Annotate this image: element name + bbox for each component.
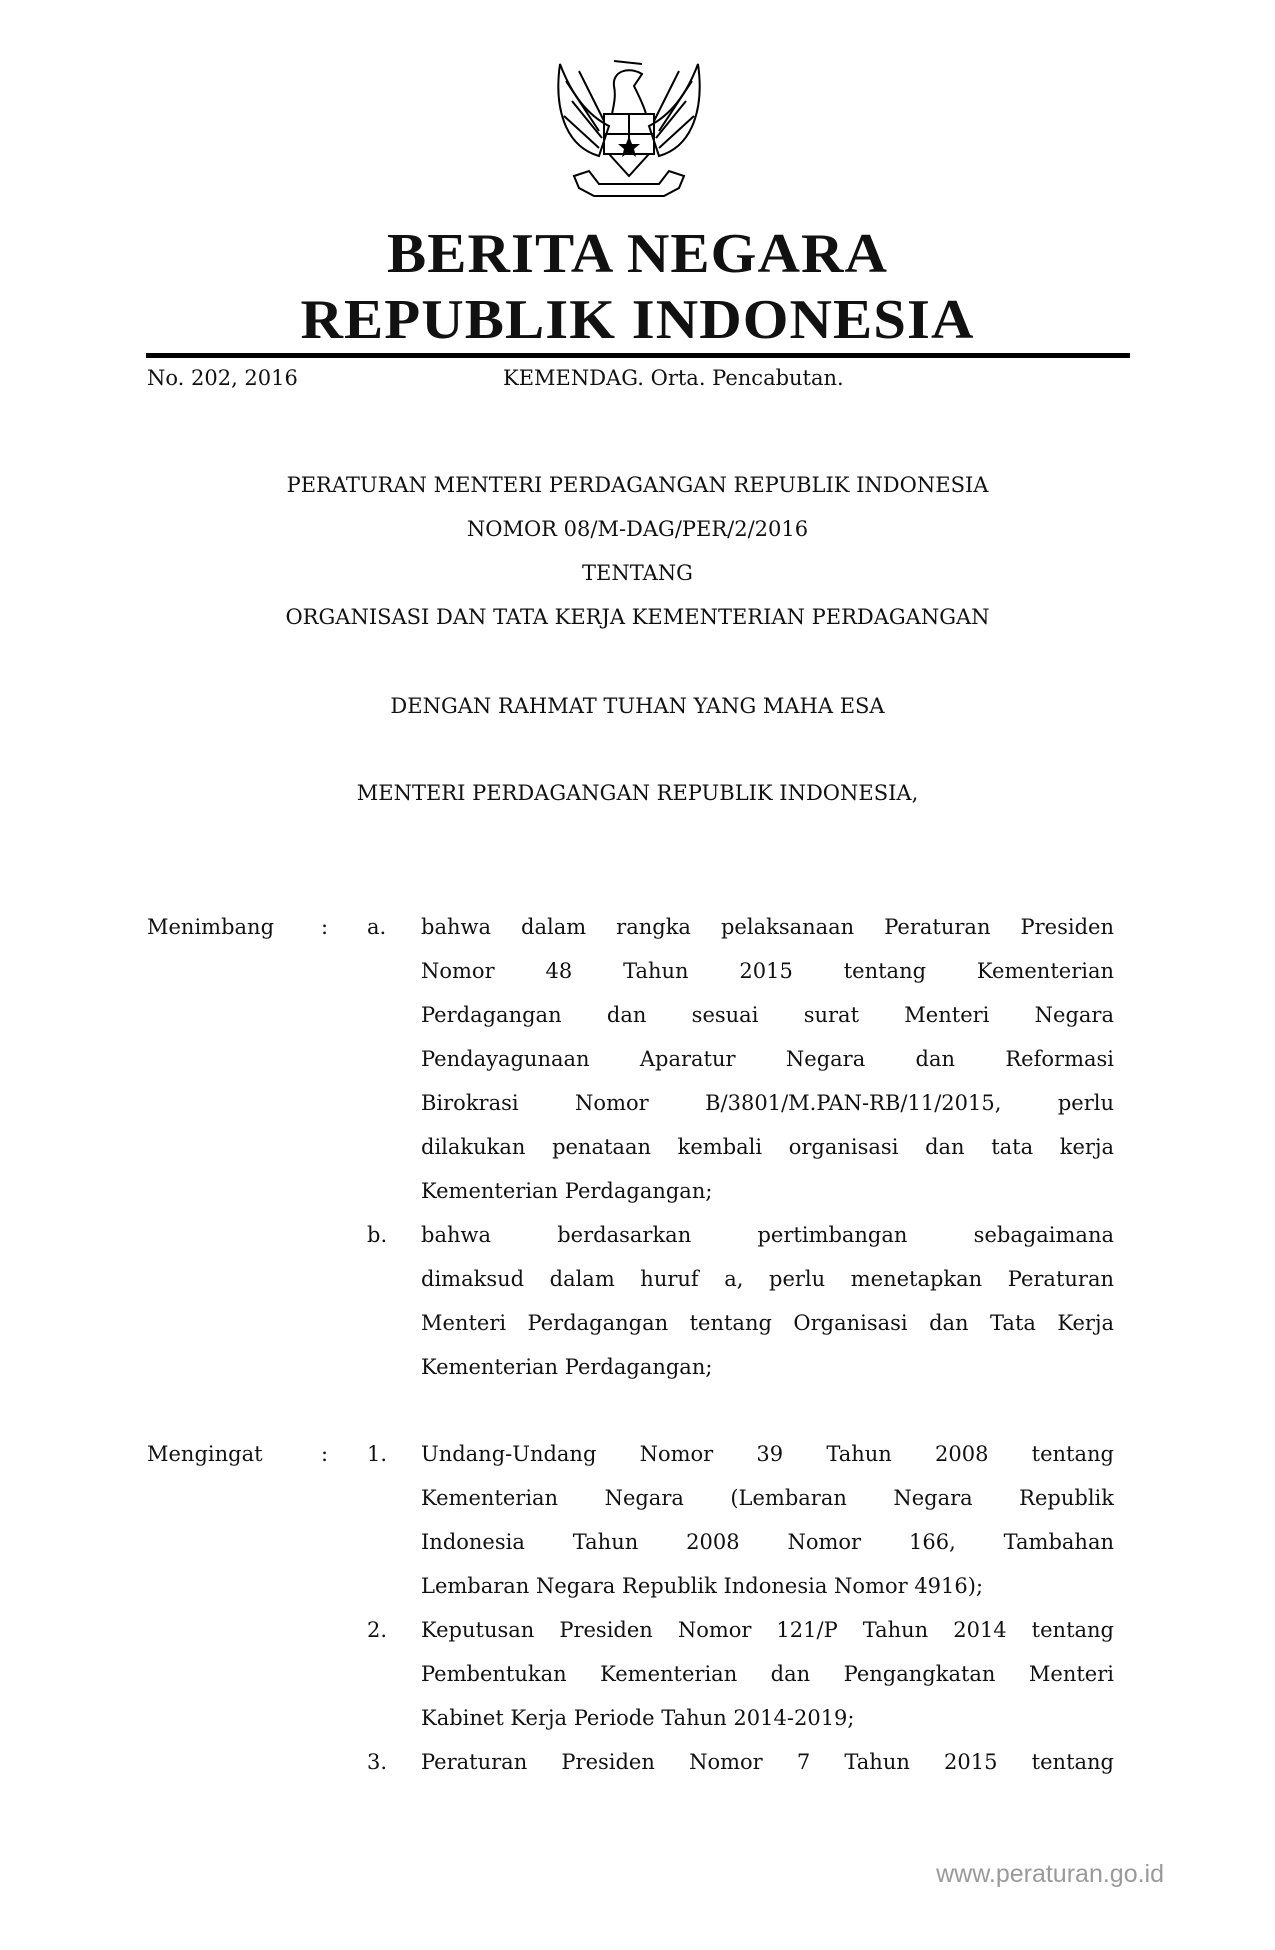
item-text-line: Peraturan Presiden Nomor 7 Tahun 2015 tentang bbox=[421, 1750, 1114, 1774]
item-text-line: Kementerian Perdagangan; bbox=[421, 1355, 713, 1379]
menimbang-colon: : bbox=[321, 915, 329, 939]
item-text-line: Pembentukan Kementerian dan Pengangkatan Menteri bbox=[421, 1662, 1114, 1686]
item-text-line: Undang-Undang Nomor 39 Tahun 2008 tentang bbox=[421, 1442, 1114, 1466]
item-text-line: Perdagangan dan sesuai surat Menteri Negara bbox=[421, 1003, 1114, 1027]
heading-rahmat: DENGAN RAHMAT TUHAN YANG MAHA ESA bbox=[390, 694, 885, 718]
item-text-line: bahwa dalam rangka pelaksanaan Peraturan Presiden bbox=[421, 915, 1114, 939]
mengingat-label: Mengingat bbox=[147, 1442, 263, 1466]
gazette-subject: KEMENDAG. Orta. Pencabutan. bbox=[503, 366, 844, 390]
heading-regulation: PERATURAN MENTERI PERDAGANGAN REPUBLIK INDONESIA bbox=[286, 473, 989, 497]
item-text-line: Birokrasi Nomor B/3801/M.PAN-RB/11/2015, perlu bbox=[421, 1091, 1114, 1115]
item-marker: 1. bbox=[367, 1442, 388, 1466]
heading-number: NOMOR 08/M-DAG/PER/2/2016 bbox=[466, 517, 809, 541]
item-text-line: Nomor 48 Tahun 2015 tentang Kementerian bbox=[421, 959, 1114, 983]
item-text-line: dilakukan penataan kembali organisasi dan tata kerja bbox=[421, 1135, 1114, 1159]
item-text-line: Pendayagunaan Aparatur Negara dan Reformasi bbox=[421, 1047, 1114, 1071]
item-text-line: dimaksud dalam huruf a, perlu menetapkan Peraturan bbox=[421, 1267, 1114, 1291]
header-rule bbox=[146, 353, 1130, 358]
footer-url[interactable]: www.peraturan.go.id bbox=[936, 1860, 1164, 1888]
item-text-line: Lembaran Negara Republik Indonesia Nomor 4916); bbox=[421, 1574, 984, 1598]
item-text-line: Kabinet Kerja Periode Tahun 2014-2019; bbox=[421, 1706, 855, 1730]
item-text-line: bahwa berdasarkan pertimbangan sebagaimana bbox=[421, 1223, 1114, 1247]
item-marker: 3. bbox=[367, 1750, 388, 1774]
item-text-line: Kementerian Perdagangan; bbox=[421, 1179, 713, 1203]
item-marker: a. bbox=[367, 915, 387, 939]
item-marker: b. bbox=[367, 1223, 388, 1247]
menimbang-label: Menimbang bbox=[147, 915, 275, 939]
title-line-2: REPUBLIK INDONESIA bbox=[300, 289, 975, 351]
item-text-line: Indonesia Tahun 2008 Nomor 166, Tambahan bbox=[421, 1530, 1114, 1554]
garuda-emblem bbox=[554, 56, 704, 206]
item-text-line: Menteri Perdagangan tentang Organisasi dan Tata Kerja bbox=[421, 1311, 1114, 1335]
item-text-line: Kementerian Negara (Lembaran Negara Republik bbox=[421, 1486, 1114, 1510]
heading-subject: ORGANISASI DAN TATA KERJA KEMENTERIAN PERDAGANGAN bbox=[285, 605, 990, 629]
mengingat-colon: : bbox=[321, 1442, 329, 1466]
heading-tentang: TENTANG bbox=[582, 561, 693, 585]
item-marker: 2. bbox=[367, 1618, 388, 1642]
item-text-line: Keputusan Presiden Nomor 121/P Tahun 2014 tentang bbox=[421, 1618, 1114, 1642]
title-line-1: BERITA NEGARA bbox=[386, 223, 889, 285]
gazette-number: No. 202, 2016 bbox=[147, 366, 298, 390]
heading-menteri: MENTERI PERDAGANGAN REPUBLIK INDONESIA, bbox=[356, 781, 919, 805]
